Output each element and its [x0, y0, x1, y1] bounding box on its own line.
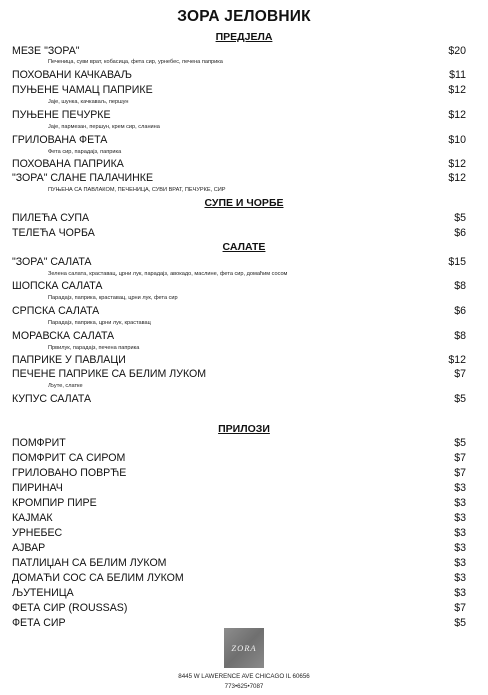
item-price: $12 — [448, 84, 466, 96]
footer-phone: 773•625•7087 — [224, 683, 264, 690]
menu-item — [12, 587, 466, 600]
item-description: Јаје, пармезан, першун, крем сир, сланина — [48, 124, 160, 130]
item-price: $3 — [454, 512, 466, 524]
item-price: $5 — [454, 212, 466, 224]
menu-item — [12, 542, 466, 555]
item-name: ЉУТЕНИЦА — [12, 587, 74, 599]
item-name: ПОХОВАНИ КАЧКАВАЉ — [12, 69, 133, 81]
item-name: ТЕЛЕЋА ЧОРБА — [12, 227, 95, 239]
item-name: "ЗОРА" СЛАНЕ ПАЛАЧИНКЕ — [12, 172, 154, 184]
menu-item — [12, 305, 466, 318]
menu-item — [12, 227, 466, 240]
item-price: $12 — [448, 354, 466, 366]
zora-logo — [224, 628, 264, 668]
item-description: Љуте, слатке — [48, 383, 83, 389]
menu-item — [12, 134, 466, 147]
item-price: $6 — [454, 227, 466, 239]
menu-item — [12, 172, 466, 185]
menu-item — [12, 572, 466, 585]
item-price: $12 — [448, 109, 466, 121]
menu-title: ЗОРА ЈЕЛОВНИК — [177, 8, 311, 25]
item-description: Печеница, суви врат, кобасица, фета сир, урнебес, печена паприка — [48, 59, 223, 65]
item-name: ПОМФРИТ — [12, 437, 66, 449]
item-name: ДОМАЋИ СОС СА БЕЛИМ ЛУКОМ — [12, 572, 184, 584]
item-name: КАЈМАК — [12, 512, 53, 524]
item-name: ПИРИНАЧ — [12, 482, 63, 494]
item-price: $8 — [454, 280, 466, 292]
item-price: $5 — [454, 617, 466, 629]
item-description: Фета сир, парадајз, паприка — [48, 149, 122, 155]
item-name: "ЗОРА" САЛАТА — [12, 256, 92, 268]
item-description: Јаје, шунка, качкаваљ, першун — [48, 99, 129, 105]
menu-item — [12, 354, 466, 367]
item-price: $3 — [454, 587, 466, 599]
item-price: $12 — [448, 172, 466, 184]
menu-item — [12, 45, 466, 58]
item-price: $3 — [454, 527, 466, 539]
menu-item — [12, 368, 466, 381]
item-name: КУПУС САЛАТА — [12, 393, 92, 405]
menu-item — [12, 437, 466, 450]
item-name: ШОПСКА САЛАТА — [12, 280, 103, 292]
menu-item — [12, 452, 466, 465]
item-name: ПАПРИКЕ У ПАВЛАЦИ — [12, 354, 126, 366]
menu-item — [12, 69, 466, 82]
item-price: $5 — [454, 393, 466, 405]
item-name: ПУЊЕНЕ ЧАМАЦ ПАПРИКЕ — [12, 84, 153, 96]
item-name: ГРИЛОВАНО ПОВРЋЕ — [12, 467, 127, 479]
section-heading-salads: САЛАТЕ — [222, 241, 266, 253]
menu-item — [12, 527, 466, 540]
menu-item — [12, 280, 466, 293]
item-name: ГРИЛОВАНА ФЕТА — [12, 134, 108, 146]
item-name: ПОМФРИТ СА СИРОМ — [12, 452, 126, 464]
item-price: $3 — [454, 497, 466, 509]
menu-item — [12, 330, 466, 343]
menu-item — [12, 256, 466, 269]
item-price: $7 — [454, 368, 466, 380]
item-price: $7 — [454, 452, 466, 464]
item-price: $3 — [454, 482, 466, 494]
item-description: Парадајз, паприка, црни лук, краставац — [48, 320, 151, 326]
item-price: $8 — [454, 330, 466, 342]
menu-item — [12, 84, 466, 97]
item-price: $5 — [454, 437, 466, 449]
item-name: ПИЛЕЋА СУПА — [12, 212, 90, 224]
item-name: ПАТЛИЏАН СА БЕЛИМ ЛУКОМ — [12, 557, 167, 569]
menu-item — [12, 212, 466, 225]
item-price: $10 — [448, 134, 466, 146]
section-heading-sides: ПРИЛОЗИ — [218, 423, 270, 435]
menu-item — [12, 158, 466, 171]
section-heading-soups: СУПЕ И ЧОРБЕ — [204, 197, 284, 209]
menu-item — [12, 109, 466, 122]
item-name: КРОМПИР ПИРЕ — [12, 497, 97, 509]
section-heading-appetizers: ПРЕДЈЕЛА — [215, 31, 273, 43]
item-price: $3 — [454, 542, 466, 554]
menu-item — [12, 393, 466, 406]
item-name: МОРАВСКА САЛАТА — [12, 330, 115, 342]
item-description: Првилук, парадајз, печена паприка — [48, 345, 140, 351]
item-name: УРНЕБЕС — [12, 527, 63, 539]
item-price: $6 — [454, 305, 466, 317]
item-name: ПОХОВАНА ПАПРИКА — [12, 158, 124, 170]
item-price: $7 — [454, 602, 466, 614]
item-price: $12 — [448, 158, 466, 170]
menu-item — [12, 467, 466, 480]
item-name: ПУЊЕНЕ ПЕЧУРКЕ — [12, 109, 111, 121]
item-price: $20 — [448, 45, 466, 57]
footer-address: 8445 W LAWERENCE AVE CHICAGO IL 60656 — [178, 673, 310, 680]
menu-item — [12, 482, 466, 495]
item-price: $7 — [454, 467, 466, 479]
item-price: $3 — [454, 572, 466, 584]
menu-item — [12, 557, 466, 570]
menu-item — [12, 497, 466, 510]
item-name: АЈВАР — [12, 542, 46, 554]
menu-item — [12, 602, 466, 615]
item-name: ПЕЧЕНЕ ПАПРИКЕ СА БЕЛИМ ЛУКОМ — [12, 368, 207, 380]
item-name: СРПСКА САЛАТА — [12, 305, 100, 317]
item-description: Зелена салата, краставац, црни лук, парадајз, авокадо, маслине, фета сир, домаћим сосом — [48, 271, 288, 277]
logo-text: ZORA — [231, 643, 257, 653]
item-name: МЕЗЕ "ЗОРА" — [12, 45, 80, 57]
item-name: ФЕТА СИР (ROUSSAS) — [12, 602, 128, 614]
item-name: ФЕТА СИР — [12, 617, 66, 629]
item-price: $3 — [454, 557, 466, 569]
item-description: Парадајз, паприка, краставац, црни лук, фета сир — [48, 295, 178, 301]
item-price: $11 — [449, 69, 466, 81]
menu-item — [12, 512, 466, 525]
item-price: $15 — [448, 256, 466, 268]
item-description: ПУЊЕНА СА ПАВЛАКОМ, ПЕЧЕНИЦА, СУВИ ВРАТ, ПЕЧУРКЕ, СИР — [48, 187, 226, 193]
